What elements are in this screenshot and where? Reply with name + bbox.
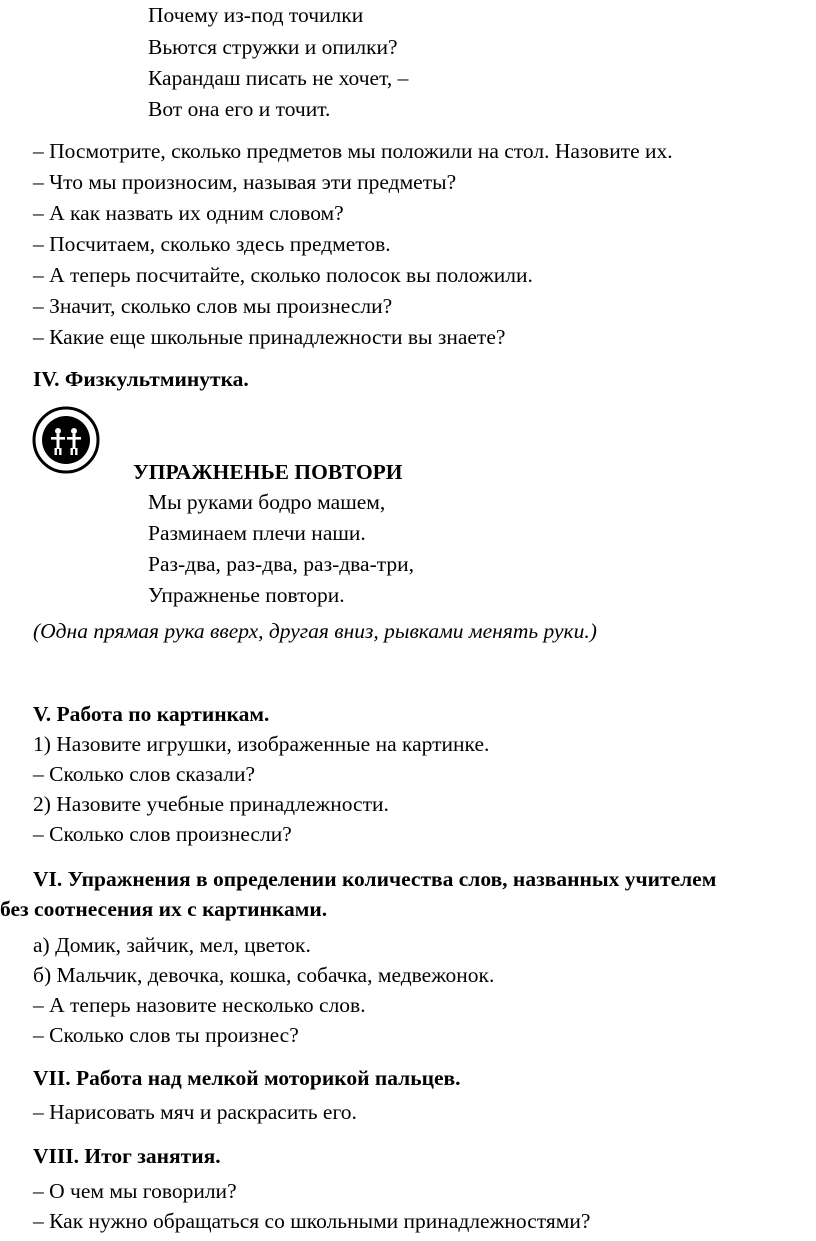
- section-line: 2) Назовите учебные принадлежности.: [33, 792, 389, 816]
- section-line: – Как нужно обращаться со школьными принадлежностями?: [33, 1209, 591, 1233]
- section-line: – Нарисовать мяч и раскрасить его.: [33, 1100, 357, 1124]
- section-line: – Сколько слов произнесли?: [33, 822, 292, 846]
- question-line: – А теперь посчитайте, сколько полосок вы положили.: [33, 263, 533, 287]
- question-line: – А как назвать их одним словом?: [33, 201, 344, 225]
- section-line: – А теперь назовите несколько слов.: [33, 993, 366, 1017]
- physical-exercise-icon: [32, 406, 100, 474]
- verse-line: Мы руками бодро машем,: [148, 490, 386, 514]
- section-heading: VIII. Итог занятия.: [33, 1144, 221, 1168]
- question-line: – Посчитаем, сколько здесь предметов.: [33, 232, 391, 256]
- section-line: а) Домик, зайчик, мел, цветок.: [33, 933, 311, 957]
- exercise-note: (Одна прямая рука вверх, другая вниз, рывками менять руки.): [33, 619, 597, 643]
- question-line: – Какие еще школьные принадлежности вы знаете?: [33, 325, 506, 349]
- section-heading: VII. Работа над мелкой моторикой пальцев.: [33, 1066, 461, 1090]
- section-heading: V. Работа по картинкам.: [33, 702, 270, 726]
- poem-line: Карандаш писать не хочет, –: [148, 66, 409, 90]
- section-line: – Сколько слов сказали?: [33, 762, 256, 786]
- section-heading: IV. Физкультминутка.: [33, 367, 249, 391]
- question-line: – Значит, сколько слов мы произнесли?: [33, 294, 393, 318]
- verse-line: Разминаем плечи наши.: [148, 521, 366, 545]
- question-line: – Что мы произносим, называя эти предметы?: [33, 170, 457, 194]
- poem-line: Почему из-под точилки: [148, 3, 364, 27]
- question-line: – Посмотрите, сколько предметов мы положили на стол. Назовите их.: [33, 139, 673, 163]
- section-line: – О чем мы говорили?: [33, 1179, 237, 1203]
- section-line: б) Мальчик, девочка, кошка, собачка, медвежонок.: [33, 963, 495, 987]
- exercise-title: УПРАЖНЕНЬЕ ПОВТОРИ: [133, 460, 403, 484]
- poem-line: Вот она его и точит.: [148, 97, 331, 121]
- section-line: 1) Назовите игрушки, изображенные на картинке.: [33, 732, 490, 756]
- poem-line: Вьются стружки и опилки?: [148, 35, 398, 59]
- section-line: – Сколько слов ты произнес?: [33, 1023, 299, 1047]
- section-heading: VI. Упражнения в определении количества слов, названных учителем: [33, 867, 717, 891]
- section-heading-continuation: без соотнесения их с картинками.: [0, 897, 328, 921]
- verse-line: Упражненье повтори.: [148, 583, 345, 607]
- verse-line: Раз-два, раз-два, раз-два-три,: [148, 552, 415, 576]
